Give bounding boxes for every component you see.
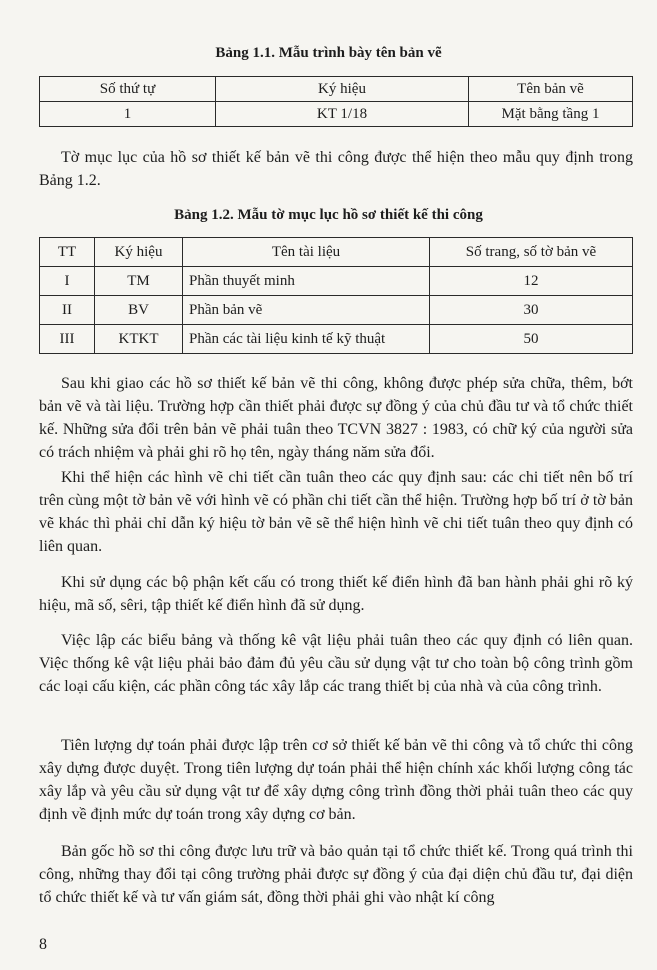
table-header-row [40, 238, 633, 267]
table-row [40, 296, 633, 325]
table-header-cell: Tên bản vẽ [469, 77, 633, 102]
table-cell: 12 [430, 267, 633, 296]
table-cell: 30 [430, 296, 633, 325]
table-cell: Mặt bằng tầng 1 [469, 102, 633, 127]
table-row [40, 267, 633, 296]
drawing-name-table [39, 76, 633, 127]
table-header-cell: Ký hiệu [216, 77, 469, 102]
table-header-cell: TT [40, 238, 95, 267]
body-paragraph: Bản gốc hồ sơ thi công được lưu trữ và bảo quản tại tổ chức thiết kế. Trong quá trình thi công, những thay đổi tại công trường phải được sự đồng ý của đại diện chủ đầu tư, đại diện tổ chức thiết kế và tư vấn giám sát, đồng thời phải ghi vào nhật kí công [39, 843, 633, 906]
table-cell: III [40, 325, 95, 354]
body-paragraph: Khi sử dụng các bộ phận kết cấu có trong thiết kế điển hình đã ban hành phải ghi rõ ký hiệu, mã số, sêri, tập thiết kế điển hình đã sử dụng. [39, 574, 633, 614]
body-paragraph: Khi thể hiện các hình vẽ chi tiết cần tuân theo các quy định sau: các chi tiết nên bố trí trên cùng một tờ bản vẽ với hình vẽ có phần chi tiết cần thể hiện. Trường hợp bố trí ở tờ bản vẽ khác thì phải chỉ dẫn ký hiệu tờ bản vẽ sẽ thể hiện hình vẽ chi tiết tuân theo quy định có liên quan. [39, 469, 633, 555]
table-header-row [40, 77, 633, 102]
body-paragraph: Sau khi giao các hồ sơ thiết kế bản vẽ thi công, không được phép sửa chữa, thêm, bớt bản vẽ và tài liệu. Trường hợp cần thiết phải được sự đồng ý của chủ đầu tư và tổ chức thiết kế. Những sửa đổi trên bản vẽ phải tuân theo TCVN 3827 : 1983, có chữ ký của người sửa có trách nhiệm và phải ghi rõ họ tên, ngày tháng năm sửa đổi. [39, 375, 633, 461]
table-row [40, 325, 633, 354]
table-header-cell: Số trang, số tờ bản vẽ [430, 238, 633, 267]
table-cell: TM [95, 267, 183, 296]
contents-table [39, 237, 633, 354]
table-header-cell: Ký hiệu [95, 238, 183, 267]
table1-caption: Bảng 1.1. Mẫu trình bày tên bản vẽ [215, 45, 442, 61]
body-paragraph: Tiên lượng dự toán phải được lập trên cơ sở thiết kế bản vẽ thi công và tổ chức thi công xây dựng được duyệt. Trong tiên lượng dự toán phải thể hiện chính xác khối lượng công tác xây lắp và yêu cầu sử dụng vật tư để xây dựng công trình đồng thời phải tuân theo các quy định về định mức dự toán trong xây dựng cơ bản. [39, 737, 633, 823]
table-cell: Phần bản vẽ [183, 296, 430, 325]
body-paragraph: Việc lập các biểu bảng và thống kê vật liệu phải tuân theo các quy định có liên quan. Việc thống kê vật liệu phải bảo đảm đủ yêu cầu sử dụng vật tư cho toàn bộ công trình gồm các loại cấu kiện, các phần công tác xây lắp các trang thiết bị của nhà và của công trình. [39, 632, 633, 695]
table-cell: KTKT [95, 325, 183, 354]
table-cell: Phần các tài liệu kinh tế kỹ thuật [183, 325, 430, 354]
table-cell: Phần thuyết minh [183, 267, 430, 296]
table-cell: BV [95, 296, 183, 325]
table-cell: I [40, 267, 95, 296]
table-cell: 1 [40, 102, 216, 127]
table2-caption: Bảng 1.2. Mẫu tờ mục lục hồ sơ thiết kế thi công [174, 207, 483, 223]
table-cell: 50 [430, 325, 633, 354]
table-header-cell: Số thứ tự [40, 77, 216, 102]
table-cell: KT 1/18 [216, 102, 469, 127]
table-cell: II [40, 296, 95, 325]
table-header-cell: Tên tài liệu [183, 238, 430, 267]
table-row [40, 102, 633, 127]
page-number: 8 [39, 936, 47, 953]
intro-paragraph: Tờ mục lục của hồ sơ thiết kế bản vẽ thi công được thể hiện theo mẫu quy định trong Bảng 1.2. [39, 149, 633, 189]
